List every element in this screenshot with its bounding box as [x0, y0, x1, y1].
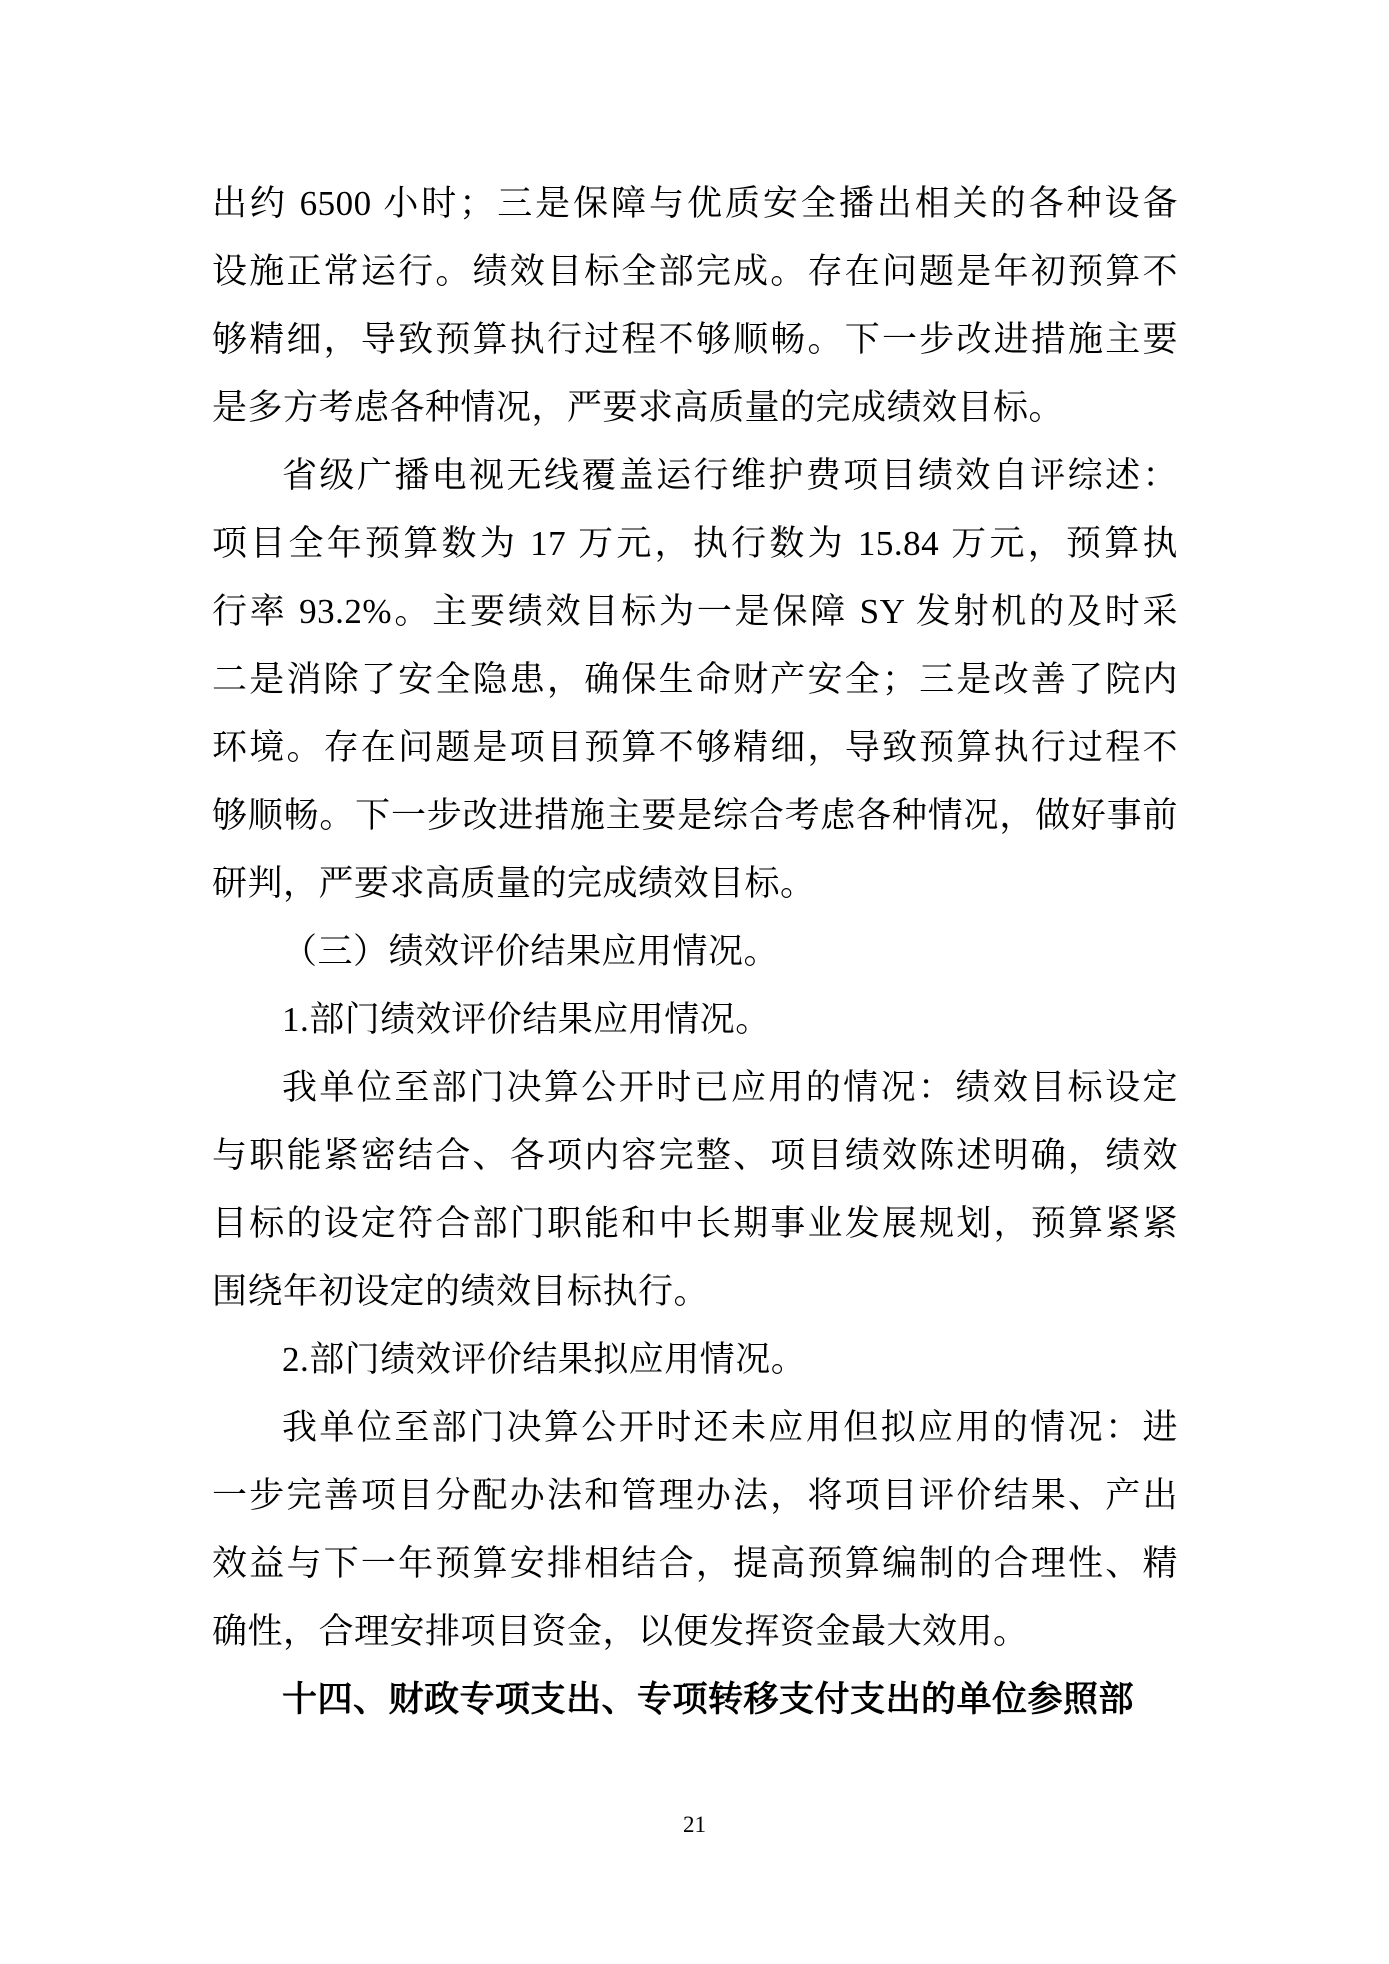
text-line: （三）绩效评价结果应用情况。 [282, 932, 780, 971]
text-line: 围绕年初设定的绩效目标执行。 [212, 1272, 710, 1311]
paragraph [212, 1054, 1178, 1326]
paragraph [212, 1666, 1178, 1734]
text-line: 目标的设定符合部门职能和中长期事业发展规划，预算紧紧 [212, 1204, 1178, 1243]
text-line: 够精细，导致预算执行过程不够顺畅。下一步改进措施主要 [212, 320, 1178, 359]
text-line: 效益与下一年预算安排相结合，提高预算编制的合理性、精 [212, 1544, 1178, 1583]
text-line: 是多方考虑各种情况，严要求高质量的完成绩效目标。 [212, 388, 1065, 427]
paragraph [212, 170, 1178, 442]
text-line: 项目全年预算数为 17 万元，执行数为 15.84 万元，预算执 [212, 524, 1178, 563]
text-line: 研判，严要求高质量的完成绩效目标。 [212, 864, 816, 903]
text-line: 一步完善项目分配办法和管理办法，将项目评价结果、产出 [212, 1476, 1178, 1515]
paragraph [212, 918, 1178, 986]
text-line: 十四、财政专项支出、专项转移支付支出的单位参照部 [282, 1680, 1135, 1719]
paragraph [212, 1326, 1178, 1394]
text-line: 设施正常运行。绩效目标全部完成。存在问题是年初预算不 [212, 252, 1178, 291]
text-line: 1.部门绩效评价结果应用情况。 [282, 1000, 771, 1039]
text-line: 二是消除了安全隐患，确保生命财产安全；三是改善了院内 [212, 660, 1178, 699]
text-line: 省级广播电视无线覆盖运行维护费项目绩效自评综述： [282, 456, 1178, 495]
text-line: 出约 6500 小时；三是保障与优质安全播出相关的各种设备 [212, 184, 1178, 223]
text-line: 与职能紧密结合、各项内容完整、项目绩效陈述明确，绩效 [212, 1136, 1178, 1175]
text-line: 2.部门绩效评价结果拟应用情况。 [282, 1340, 807, 1379]
document-body [212, 170, 1178, 1734]
text-line: 环境。存在问题是项目预算不够精细，导致预算执行过程不 [212, 728, 1178, 767]
text-line: 够顺畅。下一步改进措施主要是综合考虑各种情况，做好事前 [212, 796, 1178, 835]
paragraph [212, 986, 1178, 1054]
paragraph [212, 442, 1178, 918]
page-number: 21 [683, 1812, 706, 1837]
paragraph [212, 1394, 1178, 1666]
text-line: 我单位至部门决算公开时已应用的情况：绩效目标设定 [282, 1068, 1178, 1107]
text-line: 确性，合理安排项目资金，以便发挥资金最大效用。 [212, 1612, 1029, 1651]
text-line: 我单位至部门决算公开时还未应用但拟应用的情况：进 [282, 1408, 1178, 1447]
text-line: 行率 93.2%。主要绩效目标为一是保障 SY 发射机的及时采 [212, 592, 1178, 631]
